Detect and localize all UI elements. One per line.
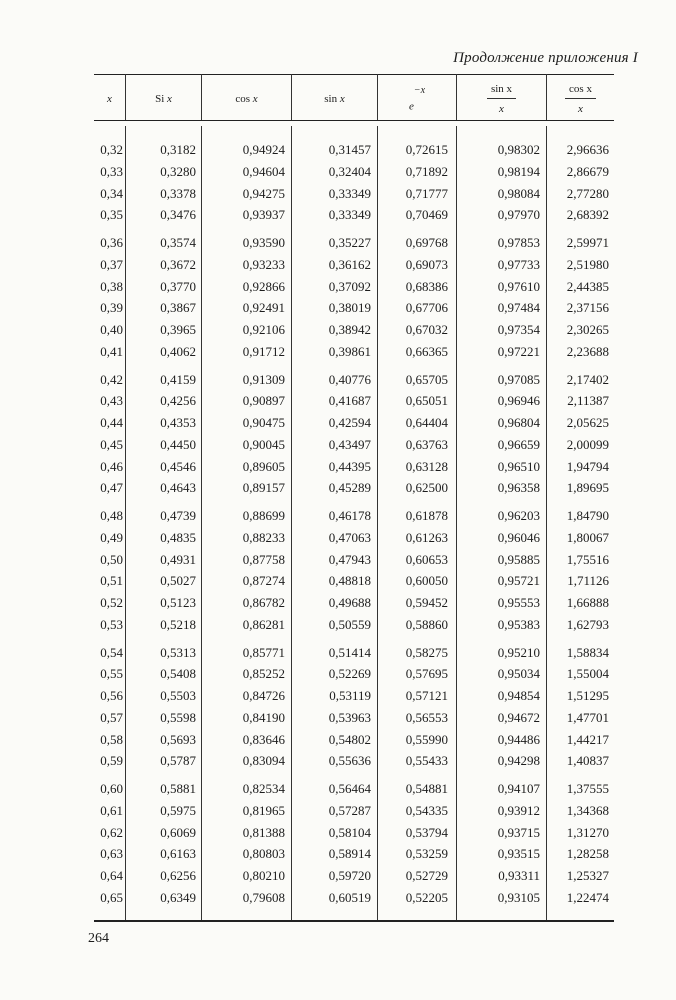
cell-si-x: 0,4931 [160,551,196,567]
cell-cos-x: 0,90475 [242,415,285,430]
cell-x: 0,59 [100,753,123,769]
cell-sin-x: 0,60519 [328,889,371,905]
cell-exp-neg-x: 0,65051 [405,393,448,409]
cell-si-x: 0,3867 [160,300,196,316]
cell-cosx-over-x: 2,96636 [566,142,609,157]
cell-sinx-over-x: 0,96946 [497,393,540,409]
cell-cos-x: 0,85252 [242,666,285,682]
header-cosx-over-x [547,78,614,120]
cell-cosx-over-x: 2,37156 [566,300,609,316]
cell-cosx-over-x: 1,25327 [566,868,609,883]
cell-sin-x: 0,35227 [328,235,371,250]
cell-exp-neg-x: 0,68386 [405,278,448,294]
cell-sin-x: 0,42594 [328,415,371,430]
cell-sin-x: 0,57287 [328,802,371,818]
cell-cosx-over-x: 1,66888 [566,595,609,610]
cell-cos-x: 0,91712 [242,343,285,359]
cell-cosx-over-x: 1,80067 [566,529,609,545]
cell-exp-neg-x: 0,65705 [405,371,448,387]
cell-sin-x: 0,53119 [329,688,371,703]
cell-cosx-over-x: 1,28258 [566,846,609,862]
cell-cos-x: 0,83646 [242,731,285,747]
cell-cos-x: 0,94924 [242,142,285,157]
cell-sinx-over-x: 0,97970 [497,207,540,223]
header-exp-power: −x [413,85,426,97]
cell-cosx-over-x: 1,71126 [567,573,609,589]
cell-sin-x: 0,32404 [328,163,371,179]
cell-exp-neg-x: 0,63763 [405,436,448,452]
cell-x: 0,56 [100,688,123,703]
cell-cosx-over-x: 1,58834 [566,644,609,660]
cell-sin-x: 0,39861 [328,343,371,359]
header-si-var: x [167,93,172,105]
cell-exp-neg-x: 0,61263 [405,529,448,545]
cell-si-x: 0,6163 [160,846,196,862]
cell-cos-x: 0,88233 [242,529,285,545]
cell-cos-x: 0,80210 [242,868,285,883]
cell-si-x: 0,3476 [160,207,196,223]
cell-cosx-over-x: 1,34368 [566,802,609,818]
cell-cos-x: 0,92106 [242,322,285,337]
cell-cos-x: 0,89157 [242,480,285,496]
cell-x: 0,54 [100,644,123,660]
header-cosx-over-x-numerator: cos x [565,83,596,99]
header-exp [378,78,456,120]
cell-sin-x: 0,31457 [328,142,371,157]
header-exp-base: e [408,100,414,113]
cell-sinx-over-x: 0,95383 [497,616,540,632]
cell-x: 0,51 [100,573,123,589]
cell-sin-x: 0,58104 [328,824,371,840]
cell-exp-neg-x: 0,69768 [405,235,448,250]
cell-sin-x: 0,58914 [328,846,371,862]
cell-sin-x: 0,43497 [328,436,371,452]
cell-sinx-over-x: 0,96659 [497,436,540,452]
cell-x: 0,47 [100,480,123,496]
cell-x: 0,35 [100,207,123,223]
cell-si-x: 0,5598 [160,709,196,725]
cell-cos-x: 0,93590 [242,235,285,250]
cell-si-x: 0,4739 [160,508,196,523]
header-sinx-over-x-denominator: x [499,103,504,115]
cell-sinx-over-x: 0,97853 [497,235,540,250]
cell-cosx-over-x: 2,05625 [566,415,609,430]
cell-si-x: 0,3574 [160,235,196,250]
header-sinx-over-x-fraction [487,83,516,115]
cell-exp-neg-x: 0,72615 [405,142,448,157]
cell-sin-x: 0,33349 [328,185,371,201]
cell-sin-x: 0,49688 [328,595,371,610]
cell-sin-x: 0,38019 [328,300,371,316]
cell-cosx-over-x: 1,75516 [566,551,609,567]
cell-exp-neg-x: 0,56553 [405,709,448,725]
cell-sin-x: 0,56464 [328,781,371,796]
cell-exp-neg-x: 0,58275 [405,644,448,660]
cell-sinx-over-x: 0,93311 [498,868,540,883]
cell-sinx-over-x: 0,93715 [497,824,540,840]
cell-sin-x: 0,50559 [328,616,371,632]
cell-cos-x: 0,91309 [242,371,285,387]
cell-sinx-over-x: 0,97085 [497,371,540,387]
cell-sinx-over-x: 0,96203 [497,508,540,523]
cell-cos-x: 0,89605 [242,458,285,474]
column-divider [546,126,547,920]
cell-x: 0,34 [100,185,123,201]
cell-sin-x: 0,53963 [328,709,371,725]
cell-si-x: 0,6069 [160,824,196,840]
cell-si-x: 0,3182 [160,142,196,157]
cell-cos-x: 0,84190 [242,709,285,725]
cell-sinx-over-x: 0,98302 [497,142,540,157]
cell-sinx-over-x: 0,97221 [497,343,540,359]
cell-cosx-over-x: 2,77280 [566,185,609,201]
cell-cosx-over-x: 2,30265 [566,322,609,337]
cell-sin-x: 0,41687 [328,393,371,409]
cell-sinx-over-x: 0,94854 [497,688,540,703]
cell-si-x: 0,5408 [160,666,196,682]
cell-cosx-over-x: 2,44385 [566,278,609,294]
cell-cos-x: 0,84726 [242,688,285,703]
cell-sin-x: 0,44395 [328,458,371,474]
cell-cos-x: 0,87758 [242,551,285,567]
cell-cosx-over-x: 1,31270 [566,824,609,840]
cell-sin-x: 0,37092 [328,278,371,294]
cell-si-x: 0,5123 [160,595,196,610]
cell-cosx-over-x: 1,84790 [566,508,609,523]
cell-exp-neg-x: 0,62500 [405,480,448,496]
cell-cosx-over-x: 2,51980 [566,256,609,272]
cell-exp-neg-x: 0,54881 [405,781,448,796]
cell-sin-x: 0,45289 [328,480,371,496]
cell-x: 0,57 [100,709,123,725]
cell-exp-neg-x: 0,57695 [405,666,448,682]
cell-x: 0,50 [100,551,123,567]
cell-cos-x: 0,82534 [242,781,285,796]
cell-x: 0,48 [100,508,123,523]
header-exp-label [408,85,426,113]
cell-cosx-over-x: 2,00099 [566,436,609,452]
cell-exp-neg-x: 0,67706 [405,300,448,316]
cell-sinx-over-x: 0,96510 [497,458,540,474]
cell-exp-neg-x: 0,71892 [405,163,448,179]
cell-sinx-over-x: 0,96046 [497,529,540,545]
header-si-label: Si [155,93,165,105]
cell-cosx-over-x: 1,89695 [566,480,609,496]
cell-cos-x: 0,86281 [242,616,285,632]
cell-si-x: 0,4835 [160,529,196,545]
cell-si-x: 0,5027 [160,573,196,589]
header-x [94,78,125,120]
cell-sinx-over-x: 0,94486 [497,731,540,747]
cell-cosx-over-x: 1,37555 [566,781,609,796]
cell-si-x: 0,4643 [160,480,196,496]
cell-exp-neg-x: 0,52205 [405,889,448,905]
cell-cosx-over-x: 2,17402 [566,371,609,387]
cell-cos-x: 0,94604 [242,163,285,179]
header-cos-label: cos [235,93,251,105]
cell-sin-x: 0,51414 [328,644,371,660]
cell-exp-neg-x: 0,66365 [405,343,448,359]
cell-cosx-over-x: 1,62793 [566,616,609,632]
cell-si-x: 0,5975 [160,802,196,818]
cell-exp-neg-x: 0,60653 [405,551,448,567]
cell-sinx-over-x: 0,93105 [497,889,540,905]
cell-x: 0,46 [100,458,123,474]
cell-sinx-over-x: 0,95721 [497,573,540,589]
cell-x: 0,36 [100,235,123,250]
cell-x: 0,38 [100,278,123,294]
cell-si-x: 0,6256 [160,868,196,883]
cell-cosx-over-x: 2,11387 [567,393,609,409]
cell-exp-neg-x: 0,55990 [405,731,448,747]
cell-sinx-over-x: 0,94672 [497,709,540,725]
cell-si-x: 0,5313 [160,644,196,660]
cell-si-x: 0,4450 [160,436,196,452]
cell-cosx-over-x: 1,44217 [566,731,609,747]
cell-si-x: 0,5693 [160,731,196,747]
cell-sinx-over-x: 0,98194 [497,163,540,179]
cell-sinx-over-x: 0,95210 [497,644,540,660]
cell-x: 0,61 [100,802,123,818]
column-divider [456,126,457,920]
header-cos [202,78,291,120]
cell-exp-neg-x: 0,53794 [405,824,448,840]
column-divider [291,126,292,920]
cell-cos-x: 0,81965 [242,802,285,818]
cell-x: 0,58 [100,731,123,747]
cell-si-x: 0,5503 [160,688,196,703]
cell-cos-x: 0,90045 [242,436,285,452]
cell-x: 0,63 [100,846,123,862]
cell-exp-neg-x: 0,70469 [405,207,448,223]
cell-si-x: 0,3280 [160,163,196,179]
cell-sinx-over-x: 0,94107 [497,781,540,796]
cell-cos-x: 0,81388 [242,824,285,840]
cell-exp-neg-x: 0,67032 [405,322,448,337]
table-top-rule [94,74,614,75]
cell-sinx-over-x: 0,98084 [497,185,540,201]
cell-sin-x: 0,47063 [328,529,371,545]
header-cosx-over-x-denominator: x [578,103,583,115]
cell-cosx-over-x: 1,47701 [566,709,609,725]
cell-sinx-over-x: 0,93515 [497,846,540,862]
cell-sinx-over-x: 0,97610 [497,278,540,294]
column-divider [377,126,378,920]
cell-sinx-over-x: 0,95885 [497,551,540,567]
cell-cos-x: 0,83094 [242,753,285,769]
cell-x: 0,40 [100,322,123,337]
cell-cos-x: 0,93937 [242,207,285,223]
column-divider [125,126,126,920]
cell-cos-x: 0,92491 [242,300,285,316]
cell-sinx-over-x: 0,96358 [497,480,540,496]
cell-exp-neg-x: 0,64404 [405,415,448,430]
header-si [126,78,201,120]
cell-sin-x: 0,54802 [328,731,371,747]
cell-exp-neg-x: 0,71777 [405,185,448,201]
cell-cosx-over-x: 1,40837 [566,753,609,769]
cell-cos-x: 0,94275 [242,185,285,201]
cell-si-x: 0,5218 [160,616,196,632]
cell-exp-neg-x: 0,57121 [405,688,448,703]
cell-exp-neg-x: 0,55433 [405,753,448,769]
cell-cosx-over-x: 2,86679 [566,163,609,179]
cell-si-x: 0,6349 [160,889,196,905]
cell-si-x: 0,4353 [160,415,196,430]
cell-sinx-over-x: 0,95034 [497,666,540,682]
cell-cos-x: 0,90897 [242,393,285,409]
cell-x: 0,39 [100,300,123,316]
cell-exp-neg-x: 0,59452 [405,595,448,610]
cell-cos-x: 0,86782 [242,595,285,610]
cell-cos-x: 0,85771 [242,644,285,660]
cell-cos-x: 0,88699 [242,508,285,523]
page-number: 264 [88,931,109,946]
cell-x: 0,49 [100,529,123,545]
cell-sin-x: 0,47943 [328,551,371,567]
cell-sinx-over-x: 0,97733 [497,256,540,272]
cell-cosx-over-x: 1,51295 [566,688,609,703]
cell-x: 0,44 [100,415,123,430]
cell-si-x: 0,3965 [160,322,196,337]
cell-sin-x: 0,48818 [328,573,371,589]
cell-sinx-over-x: 0,94298 [497,753,540,769]
cell-si-x: 0,5787 [160,753,196,769]
cell-si-x: 0,4062 [160,343,196,359]
cell-sin-x: 0,38942 [328,322,371,337]
cell-sinx-over-x: 0,97484 [497,300,540,316]
cell-x: 0,62 [100,824,123,840]
table-bottom-rule [94,920,614,922]
cell-sinx-over-x: 0,96804 [497,415,540,430]
cell-x: 0,41 [100,343,123,359]
header-sin [292,78,377,120]
cell-si-x: 0,3672 [160,256,196,272]
cell-cosx-over-x: 1,94794 [566,458,609,474]
header-cosx-over-x-fraction [565,83,596,115]
running-head: Продолжение приложения I [453,50,638,66]
cell-cosx-over-x: 2,23688 [566,343,609,359]
cell-si-x: 0,4546 [160,458,196,474]
cell-x: 0,64 [100,868,123,883]
header-x-label: x [107,93,112,105]
cell-exp-neg-x: 0,53259 [405,846,448,862]
cell-cosx-over-x: 1,55004 [566,666,609,682]
cell-x: 0,33 [100,163,123,179]
header-sinx-over-x-numerator: sin x [487,83,516,99]
cell-exp-neg-x: 0,69073 [405,256,448,272]
cell-cos-x: 0,92866 [242,278,285,294]
cell-sin-x: 0,52269 [328,666,371,682]
cell-cosx-over-x: 1,22474 [566,889,609,905]
cell-x: 0,45 [100,436,123,452]
cell-cos-x: 0,80803 [242,846,285,862]
cell-sin-x: 0,59720 [328,868,371,883]
cell-x: 0,43 [100,393,123,409]
cell-exp-neg-x: 0,52729 [405,868,448,883]
cell-sinx-over-x: 0,93912 [497,802,540,818]
cell-x: 0,32 [100,142,123,157]
cell-sinx-over-x: 0,95553 [497,595,540,610]
cell-cosx-over-x: 2,68392 [566,207,609,223]
cell-cos-x: 0,79608 [242,889,285,905]
column-divider [201,126,202,920]
cell-si-x: 0,3770 [160,278,196,294]
cell-sin-x: 0,33349 [328,207,371,223]
cell-x: 0,55 [100,666,123,682]
header-bottom-rule [94,120,614,121]
cell-x: 0,37 [100,256,123,272]
header-cos-var: x [252,93,258,105]
cell-si-x: 0,5881 [160,781,196,796]
cell-sin-x: 0,40776 [328,371,371,387]
cell-exp-neg-x: 0,54335 [405,802,448,818]
cell-x: 0,42 [100,371,123,387]
cell-x: 0,52 [100,595,123,610]
cell-sin-x: 0,46178 [328,508,371,523]
cell-exp-neg-x: 0,58860 [405,616,448,632]
cell-si-x: 0,4256 [160,393,196,409]
cell-sin-x: 0,36162 [328,256,371,272]
cell-exp-neg-x: 0,61878 [405,508,448,523]
cell-si-x: 0,3378 [160,185,196,201]
header-sin-label: sin [324,93,338,105]
cell-cos-x: 0,87274 [242,573,285,589]
cell-sin-x: 0,55636 [328,753,371,769]
cell-cosx-over-x: 2,59971 [566,235,609,250]
cell-x: 0,60 [100,781,123,796]
cell-x: 0,53 [100,616,123,632]
cell-exp-neg-x: 0,63128 [405,458,448,474]
header-sinx-over-x [457,78,546,120]
cell-x: 0,65 [100,889,123,905]
header-sin-var: x [339,93,345,105]
cell-exp-neg-x: 0,60050 [405,573,448,589]
cell-si-x: 0,4159 [160,371,196,387]
cell-cos-x: 0,93233 [242,256,285,272]
cell-sinx-over-x: 0,97354 [497,322,540,337]
